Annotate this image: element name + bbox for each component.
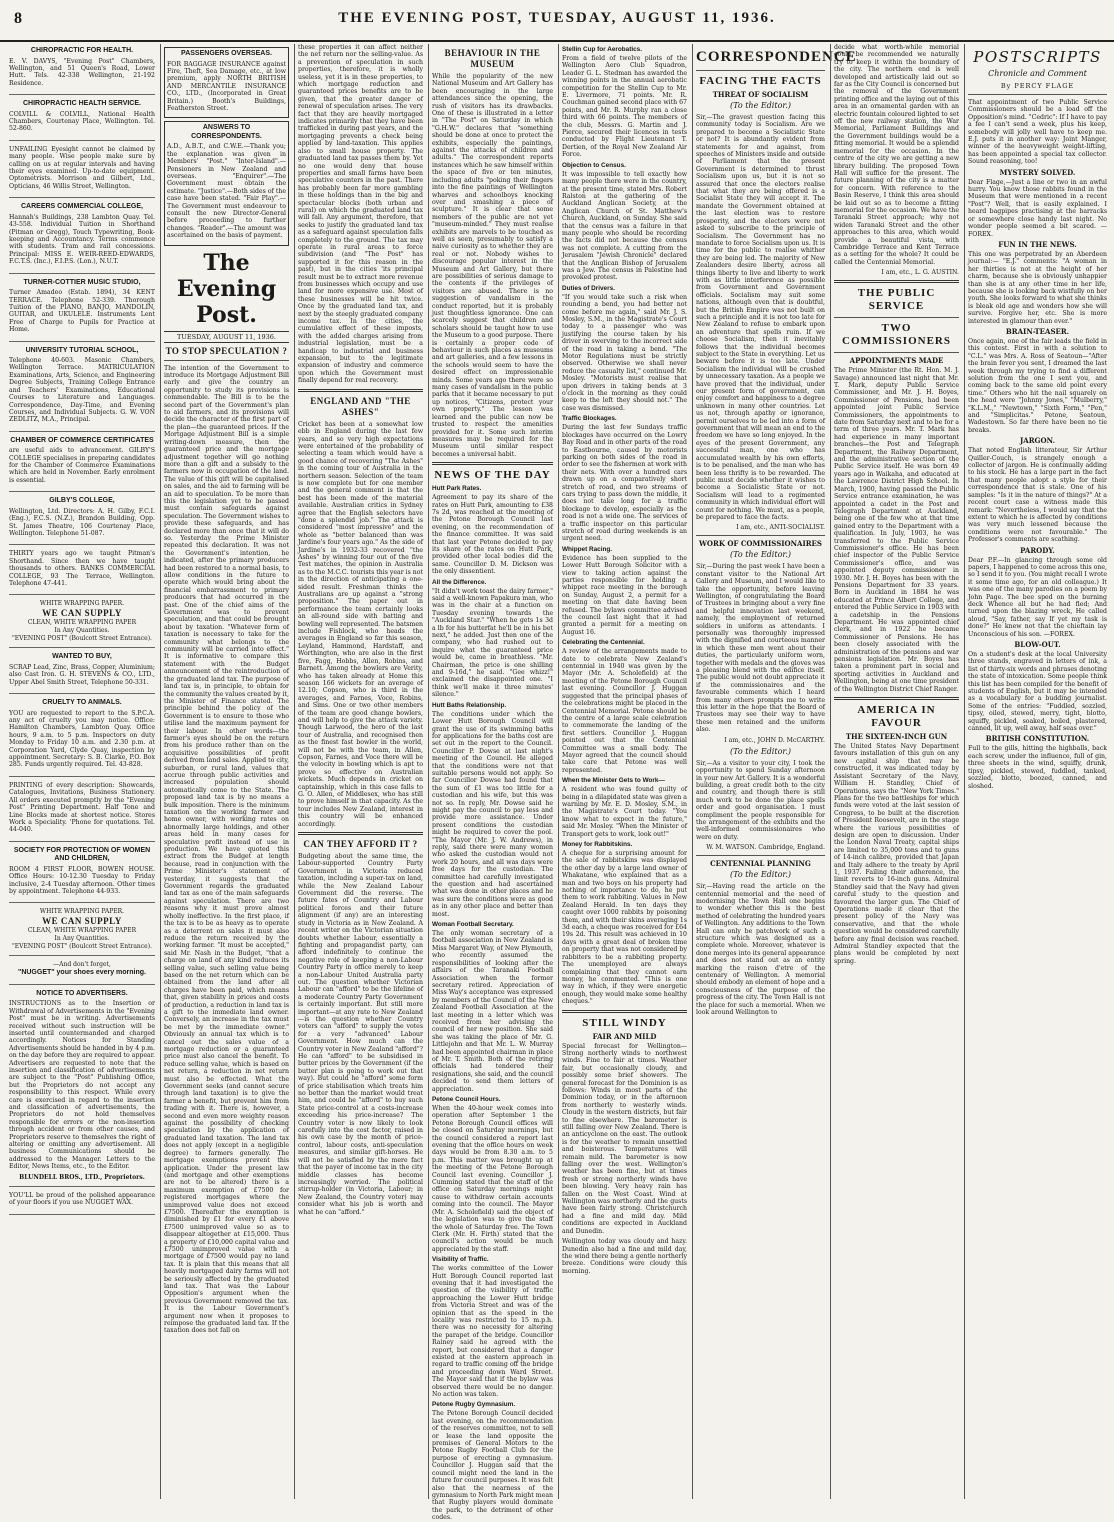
ad-title: CHIROPRACTIC HEALTH SERVICE. <box>23 100 141 108</box>
ad-tutorial-school <box>9 344 155 432</box>
editorial-date: TUESDAY, AUGUST 11, 1936. <box>164 331 289 343</box>
divider <box>834 280 959 283</box>
ad-wanted-to-buy <box>9 650 155 694</box>
divider <box>968 94 1107 95</box>
section-body: Full to the gills, hitting the highballs, back each screw, under the influence, full of gin, three sheets in the wind, squiffy, drunk, tipsy, pickled, stewed, fuddled, tanked, sozzled, blotto, boozed, canned, and sloshed. <box>968 745 1107 790</box>
headline-news-of-the-day: NEWS OF THE DAY <box>434 469 551 482</box>
news-item-heading: Objection to Census. <box>562 161 626 169</box>
subheadline-fair-mild: FAIR AND MILD <box>592 1031 657 1041</box>
news-item-body: The Petone Borough Council decided last evening, on the recommendation of the reserves committee, not to sell or lease the land opposite the premises of General Motors to the Petone Rugby Football Club for the purpose of erecting a gymnasium. Councillor J. Huggan said that the council might need the land in the future for council purposes. It was felt also that the nearness of the gymnasium to North Park might mean that Rugby players would dominate the park, to the detriment of other codes. <box>432 1410 553 1522</box>
article-body: Cricket has been at a somewhat low ebb in England during the last few years, and so very high expectations were entertained of the probability of selecting a team which would have a good chance of recovering "The Ashes" in the coming tour of Australia in the northern season. Selection of the team is now complete but for one member and the general comment is that the best has been made of the material available. Australian critics in Sydney agree that the English selectors have "done a splendid job." The attack is considered "most impressive" and the whole as "better balanced than was Jardine's four years ago." As the side of Jardine's in 1932-33 recovered "the Ashes" by winning four out of the five Test matches, the opinion in Australia as to the M.C.C. tourists this year is not in the direction of anticipating a one-sided result. Freshman thinks the Australians are up against a "strong proposition." The paper out in performance the team certainly looks an all-round side with batting and bowling well represented. The batsmen include Fishlock, who heads the averages in England so far this season, Leyland, Hammond, Hardstaff, and Worthington, who are also in the first five, Fagg, Hobbs, Allen, Robins, and Barnett. Among the bowlers are Verity, who has taken already at Home this season 166 wickets for an average of 12.10; Copson, who is third in the averages, and Farnes, Voce, Robins, and Sims. One or two other members of the team are good change bowlers, and will help to give the attack variety. Though Larwood, the hero of the last tour of Australia, and recognised then as the finest fast bowler in the world, will not be with the team, in Allen, Copson, Farnes, and Voce there will be the velocity in bowling which is apt to prove so effective on Australian wickets. Much depends in cricket on captainship, which in this case falls to G. O. Allen, of Middlesex, who has still to prove himself in that capacity. As the tour includes New Zealand, interest in this country will be enhanced accordingly. <box>298 420 423 828</box>
ad-chiropractic-health <box>9 44 155 95</box>
column-7-public-service <box>830 44 962 1499</box>
ad-title: SOCIETY FOR PROTECTION OF WOMEN AND CHILDREN, <box>13 846 151 863</box>
ad-printing <box>9 779 155 842</box>
subheadline-threat-socialism: THREAT OF SOCIALISM <box>712 90 809 99</box>
divider <box>834 352 959 353</box>
letter-signature: I am, etc., ANTI-SOCIALIST. <box>736 524 825 532</box>
headline-still-windy: STILL WINDY <box>582 1016 667 1029</box>
column-4-news <box>428 44 556 1522</box>
ad-body: Telephone 40-603. Masonic Chambers, Wellington Terrace. MATRICULATION Examinations, Arts, Science, and Engineering Degree Subjects, Training College Entrance and Teachers' Examinations, Educational Courses to Literature and Languages. Correspondence, Day-Time, and Evening Courses, and Individual Subjects. G. W. VON ZEDLITZ, M.A., Principal. <box>9 357 155 424</box>
ad-body: Turner Amadeo (Estab. 1894), 34 KENT TERRACE. Telephone 52-339. Thorough Tuition of the PIANO, BANJO, MANDOLIN, GUITAR, and UKULELE. Instruments Lent Free of Charge to Pupils for Practice at Home. <box>9 289 155 334</box>
divider <box>834 697 959 700</box>
ad-line: —And don't forget, <box>53 961 111 969</box>
to-the-editor: (To the Editor.) <box>730 101 791 110</box>
ad-proprietors: BLUNDELL BROS., LTD., Proprietors. <box>19 1173 145 1181</box>
column-6-correspondence <box>692 44 857 1499</box>
ad-title: PASSENGERS OVERSEAS. <box>181 50 272 57</box>
ad-title: CAREERS COMMERCIAL COLLEGE, <box>21 203 143 211</box>
section-body: Once again, one of the fair leads the field in this contest. First in with a solution to "C.L." was Mrs. A. Ross of Seatoun—"After the brain fever you sent, I dreamed the last week through my trying to find a different solution from the one I sent you, and coming back to the same old point every time." Others who hit the nail squarely on the head were "Johnny Jones," "Mulberry," "K.L.M.," "Newtown," "Sixth Form," "Pen," and "Simplicitas." Petone, Seatoun, Wadestown. So far there have been no tie breaks. <box>968 337 1107 434</box>
ad-body: are useful aids to advancement. GILBY'S COLLEGE specialises in preparing candidates for the Chamber of Commerce Examinations which are held in November. Early enrolment is essential. <box>9 447 155 484</box>
ad-shorthand <box>9 547 155 595</box>
ad-title: GILBY'S COLLEGE, <box>49 497 115 505</box>
news-item-body: During the last few Sundays traffic blockages have occurred on the Lowry Bay Road and in other parts of the road to Eastbourne, caused by motorists parking on both sides of the road in order to see the fishermen at work with their nets. With over a hundred cars drawn up on a comparatively short stretch of road, and two streams of cars trying to pass down the middle, it does not take long for a traffic blockage to develop, especially as the road is not a wide one. The services of a traffic inspector on this particular stretch of road during weekends is an urgent need. <box>562 424 687 543</box>
ad-title: TURNER-COTTIER MUSIC STUDIO, <box>23 278 141 286</box>
weather-body: Special forecast for Wellington— Strong northerly winds to northwest winds. Fine to fair at times. Weather fair, but occasionally cloudy, and possibly some brief showers. The general forecast for the Dominion is as follows: Winds in most parts of the Dominion today, or in the afternoon from northerly to westerly winds. Cloudy in the western districts, but fair to fine elsewhere. The barometer is still falling over New Zealand. There is an anticyclone on the east. The outlook is for the weather to remain unsettled and boisterous. Temperatures will remain mild. The barometer is now falling over the west. Wellington's weather has been fine, but at times fresh or strong northerly winds have been blowing. Very heavy rain has fallen on the West Coast. Wind at Wellington was northerly and the gusts have been fairly strong. Christchurch had a fine and mild day. Mild conditions are expected in Auckland and Dunedin. <box>562 1042 687 1235</box>
section-heading: MYSTERY SOLVED. <box>999 167 1076 177</box>
editorial-body: The intention of the Government to introduce its Mortgage Adjustment Bill early and give the country an opportunity to study its provisions is commendable. The Bill is to be the second part of the Government's plan to aid farmers, and its provisions will decide the character of the first part of the plan—the guaranteed prices. If the Mortgage Adjustment Bill is a simple writing-down measure, then the guaranteed price and the mortgage adjustment together will go nothing more than a gift and a subsidy to the farmers now in occupation of the land. The value of this gift will be capitalised on sales, and the aid to farming will be an aid to speculation. To be more than this the legislation yet to be passed must contain safeguards against speculation. The Government wishes to provide these safeguards, and has declared more than once that it will do so. Yesterday the Prime Minister repeated this declaration. It was not the Government's intention, he indicated, after the primary producers had been restored to a normal basis, to allow conditions in the future to operate which would bring about the financial embarrassment to primary producers that had occurred in the past. One of the chief aims of the Government was to prevent speculation, and that could be brought about by taxation. "Whatever form of taxation is necessary to take for the community what belongs to the community will be carried into effect." It is informative to compare this statement with the Budget announcement of the reintroduction of the graduated land tax. The purpose of land tax is, in principle, to obtain for the community the values created by it, the Minister of Finance stated. The principle behind the policy of the Government is to ensure to those who utilise land the maximum payment for their labour. In other words—the farmer's eyes should be on the return from his produce rather than on the acquisitive possibilities of profit derived from land sales. Applied to city, suburban, or rural land, values that accrue through public activities and increased population should automatically come to the State. The proposed land tax is by no means a bulk imposition. There is the minimum taxation on the working farmer and home owner, with working rates on abnormally large holdings, and other areas held in many cases for speculative profit instead of use in production. We have quoted this extract from the Budget at length because, read in conjunction with the Prime Minister's statement of yesterday, it suggests that the Government regards the graduated land tax as one of the main safeguards against speculation. There are two reasons why it must prove almost wholly ineffective. In the first place, if the tax is to be as heavy as to operate as a deterrent on sales it must also reduce the return received by the working farmer. "It must be accepted," said Mr. Nash in the Budget, "that a charge on land of any kind reduces its selling value, such selling value being based on the net return which can be obtained from the land after all charges have been paid, which means that, given stability in prices and costs of production, a reduction in land tax is a gift to the immediate land owner. Conversely, an increase in the tax must be met by the immediate owner." Obviously an annual tax which is to cancel out the sales value of a mortgage reduction or a guaranteed price must also cancel the benefit. To reduce selling value, which is based on net return, a reduction in net return must also be effected. What the Government seeks (and cannot secure through land taxation) is to give the farmer a benefit, but prevent him from trading with it. There is, however, a second and even more weighty reason against the possibility of checking speculation by the application of graduated land taxation. The land tax does not apply (except in a negligible degree) to farmers generally. The mortgage exemptions prevent this application. Under the present law (and mortgage and other exemptions are not to be altered) there is a maximum exemption of £7500 for registered mortgages where the unimproved value does not exceed £7500. Thereafter the exemption is diminished by £1 for every £1 above £7500 unimproved value so as to disappear altogether at £15,000. Thus a property of £10,000 capital value and £7500 unimproved value with a mortgage of £7500 would pay no land tax. It is plain that this means that all heavily mortgaged dairy farms will not be seriously affected by the graduated land tax. That was the Labour Opposition's argument when the previous Government removed the tax. It is the Labour Government's argument now when it proposes to reimpose the graduated land tax. If the taxation does not fall on <box>164 364 289 1335</box>
news-item-heading: Celebrating the Centennial. <box>562 639 645 647</box>
ad-gilbys-college <box>9 494 155 545</box>
news-item-heading: Woman Football Secretary. <box>432 921 514 929</box>
divider <box>432 462 553 465</box>
letter-body: Sir,—The gravest question facing this community today is Socialism. Are we prepared to become a Socialistic State or not? It is abundantly evident from statements for and against, from speeches of Ministers inside and outside of Parliament that the present Government is determined to thrust Socialism upon us, but it is not so assured that once the electors realise that what they are being offered is a Socialist State they will accept it. The mandate the Government obtained at the last election was to restore prosperity, and the electors were not asked to subscribe to the principle of Socialism. The Government has no mandate to force Socialism upon us. It is time for the public to realise whither they are being led. The majority of New Zealanders desire liberty, across all things liberty to live and liberty to work with as little interference as possible from Government and Government officials. Socialism may suit some nations, although even that is doubtful, but the British Empire was not built on such a principle and it is not too late for New Zealand to refuse to embark upon an adventure that spells ruin. If we choose Socialism, then it inevitably follows that the individual becomes subject to the State in everything. Let us beware before it is too late. Under Socialism the individual will be crushed by unnecessary taxation. As a people we have proved that the individual, under our present form of government, can enjoy comfort and happiness to a degree unknown in many other countries. Let us not, through apathy or ignorance, permit ourselves to be led into a form of government that will mean an end to the freedom we have so long enjoyed. In the eyes of the present Government, any successful man, one who has accumulated wealth by his own efforts, is to be penalised, and the man who has been less thrifty is to be rewarded. The public must decide whether it wishes to become a Socialistic State or not. Socialism will lead to a regimented community in which individual effort will count for nothing. We must, as a people, be prepared to face the facts. <box>696 114 825 521</box>
to-the-editor: (To the Editor.) <box>730 746 791 756</box>
divider <box>298 389 423 392</box>
column-3-editorial-continued <box>294 44 426 1499</box>
news-item-heading: Hutt Park Rates. <box>432 485 482 493</box>
news-item-heading: Traffic Blockages. <box>562 415 617 423</box>
headline-can-they-afford: CAN THEY AFFORD IT ? <box>303 839 418 850</box>
divider <box>696 855 825 856</box>
ad-wrapping-paper-1 <box>9 597 155 648</box>
ad-title: CHAMBER OF COMMERCE CERTIFICATES <box>10 436 154 444</box>
ad-line: In Any Quantities. <box>54 627 110 635</box>
news-item-heading: Visibility of Traffic. <box>432 1256 489 1264</box>
headline-england-ashes: ENGLAND AND "THE ASHES" <box>310 395 411 417</box>
ad-title: NOTICE TO ADVERTISERS. <box>36 989 128 997</box>
ad-body: INSTRUCTIONS as to the Insertion or Withdrawal of Advertisements in the "Evening Post" must be in writing. Advertisements received without such instruction will be inserted until countermanded and charged accordingly. Notices for Standing Advertisements should be handed in by 4 p.m. on the day before they are required to appear. Advertisers are requested to note that the insertion and classification of advertisements are subject to the "Post" Publishing Office, but the Proprietors do not accept any responsibility to this respect. While every care is exercised in regard to the insertion and classification of advertisements, the Proprietors do not hold themselves responsible for errors or the non-insertion through accident or from other causes, and Proprietors reserve to themselves the right of altering or omitting any advertisement. All business Communications should be addressed to the Manager. Letters to the Editor, News Items, etc., to the Editor. <box>9 1000 155 1171</box>
editorial-continuation: these properties it can affect neither the net return nor the selling-value. As a prevention of speculation in such properties, therefore, it is wholly useless, yet it is in these properties, to which mortgage reduction and guaranteed prices benefits are to be given, that the greater danger of renewal of speculation arises. The very fact that they are heavily mortgaged indicates primarily that they have been trafficked in during past years, and the mortgaging prevents a check being applied by land-taxation. This applies also to small house property. The graduated land tax passes them by. Yet no one would deny that house properties and small farms have been speculative counters in the past. There has probably been far more gambling in these holdings than in the big and spectacular blocks (both urban and rural) on which the graduated land tax will fall. Any argument, therefore, that seeks to justify the graduated land tax as a safeguard against speculation falls completely to the ground. The tax may operate in rural areas to force subdivision (and "The Post" has supported it for this reason in the past), but in the cities 'its principal result must be to extract more revenue from businesses which occupy and use land for more expensive use. Most of these businesses will be hit twice. Once by the graduated land tax, and next by the steeply graduated company income tax. In the cities, the cumulative effect of these imposts, with the added charges arising from industrial legislation, must be a handicap to industrial and business expansion, but to the legitimate expansion of industry and commerce upon which the Government must finally depend for real recovery. <box>298 44 423 385</box>
news-item-body: From a field of twelve pilots of the Wellington Aero Club Squadron, Leader G. L. Stedman has awarded the winning points in the annual aerobatic competition for the Stellin Cup to Mr. E. Livermore, 71 points. Mr. R. Couchman gained second place with 67 points, and Mr. R. Murphy ran a close third with 66 points. The members of the club, Messrs. G. Martin and J. Pierce, secured their licences in tests conducted by Flight Lieutenant T. Dertien, of the Royal New Zealand Air Force. <box>562 55 687 159</box>
ad-chiropractic-service <box>9 97 155 141</box>
ad-headline: WE CAN SUPPLY <box>42 608 122 619</box>
ad-line: "EVENING POST" (Boulcott Street Entrance). <box>12 635 152 643</box>
ad-title: UNIVERSITY TUTORIAL SCHOOL, <box>25 346 139 354</box>
headline-public-service: THE PUBLIC SERVICE <box>857 287 936 313</box>
ad-body: SCRAP Lead, Zinc, Brass, Copper, Aluminium; also Cast Iron. G. H. STEVENS & CO., LTD., Upper Abel Smith Street, Telephone 50-331. <box>9 663 155 686</box>
news-item-heading: Petone Council Hours. <box>432 1096 501 1103</box>
column-2-editorial <box>160 44 292 1499</box>
ad-line: "NUGGET" your shoes every morning. <box>18 969 146 977</box>
ad-body: FOR BAGGAGE INSURANCE against Fire, Theft, Sea Damage, etc., at low premium, apply NORTH BRITISH AND MERCANTILE INSURANCE CO., LTD., (Incorporated in Great Britain.) Booth's Buildings, Featherston Street. <box>167 60 286 112</box>
news-item-body: Agreement to pay its share of the rates on Hutt Park, amounting to £38 7s 2d, was reached at the meeting of the Petone Borough Council last evening, on the recommendation of the finance committee. It was said that last year Petone decided to pay its share of the rates on Hutt Park, provided other local bodies did the same. Councillor D. M. Dickson was the only dissentient. <box>432 494 553 576</box>
ad-body: UNFAILING Eyesight cannot be claimed by many people. Wise people make sure by calling on us at regular intervals and having their eyes examined. Up-to-date equipment. Optometrists. Morrison and Gilbert, Ltd., Opticians, 46 Willis Street, Wellington. <box>9 145 155 190</box>
ad-body: E. V. DAVYS, "Evening Post" Chambers, Wellington, and 51 Queen's Road, Lower Hutt. Tels. 42-338 Wellington, 21-192 Residence. <box>9 57 155 87</box>
article-body: Budgeting about the same time, the Labour-supported Country Party Government in Victoria reduced taxation, including a super-tax on land, while the New Zealand Labour Government did the reverse. The future fates of Country and Labour political forces and their future alignment (if any) are an interesting study in Victoria as in New Zealand. A recent writer on the Victorian situation doubts whether Labour, essentially a fighting and propagandist party, can afford indefinitely to continue the negative role of keeping a non-Labour Country Party in office merely to keep a non-Labour United Australia party out. The question whether Victorian Labour can "afford" to be the lifeline of a moderate Country Party Government is certainly important. But still more important—at any rate to New Zealand—is the question whether Country voters can "afford" to supply the votes for a very "advanced" Labour Government. How much can the Country voter in New Zealand "afford"? He can "afford" to be subsidised in butter prices by the Government (if the butter plan is going to work out that way). But could he "afford" some form of price stabilisation which treats him no better than the market would treat him, and could he "afford" to buy such State price-control at a costs-increase exceeding his price-increase? The Country voter is now likely to look carefully into the cost factor, raised in his own case by the month of price-control, labour costs, anti-speculation measures, and similar gift-horses. He will not be satisfied by the mere fact that the payer of income tax in the city middle classes has become increasingly worried. The political stirrup-holder (in Victoria, Labour; in New Zealand, the Country voter) may consider what his job is worth and what he can "afford." <box>298 853 423 1216</box>
letter-continuation: decide what worth-while memorial could be recommended we naturally try to keep it within the boundary of the city. The northern end is well developed and artistically laid out so far as the City Council is concerned but the removal of the Government printing office and the laying out of this area in an ornamental garden with an electric fountain coloured lighted to set off the new railway station, the War Memorial, Parliament Buildings and the Government buildings would be a fitting memorial. It would be a splendid memorial for the occasion. In the centre of the city we are getting a new library building. The proposed Town Hall will suffice for the present. The future planning of the city is a matter for concern. With reference to the Basin Reserve, I think this area should be laid out so as to become a fitting memorial for the occasion. We have the Taranaki Street approach; why not widen Taranaki Street and the other approaches to this area, which would provide a beautiful vista, with Cambridge Terrace and Kent Terrace as a setting for the whole? It could be called the Centennial Memorial. <box>834 44 959 266</box>
ad-passengers-overseas <box>164 47 289 118</box>
ad-line: CLEAN, WHITE WRAPPING PAPER <box>27 927 137 935</box>
subheadline-centennial-planning: CENTENNIAL PLANNING <box>710 859 811 869</box>
section-body: A.D., A.B.T., and C.W.E.—Thank you; the explanation was given in Members' "Post." "Inter-Island".—Pensioners in New Zealand and overseas. "Enquirer".—The Government must obtain the estimate. "Justice".—Both sides of the case have been stated. "Fair Play".—The Government must endeavour to consult the new Director-General before proceeding to further changes. "Reader".—The amount was ascertained on the basis of payment. <box>167 143 286 240</box>
section-heading: BRITISH CONSTITUTION. <box>985 734 1090 744</box>
ad-headline: WE CAN SUPPLY <box>42 916 122 927</box>
news-item-body: Evidence has been supplied to the Lower Hutt Borough Solicitor with a view to taking action against the parties responsible for holding a whippet race meeting in the borough on Sunday, August 2, a permit for a meeting on that date having been refused. The bylaws committee advised the council last night that it had granted a permit for a meeting on August 16. <box>562 554 687 636</box>
article-body: The United States Navy Department favours installation of this gun on any new capital ship that may be constructed, it was indicated today by Assistant Secretary of the Navy, William H. Standley, Chief of Operations, says the "New York Times." Plans for the two battleships for which funds were voted at the last session of Congress, to be built at the discretion of President Roosevelt, are in the stage where the various possibilities of design are open to discussion. Under the London Naval Treaty, capital ships are limited to 35,000 tons and to guns of 14-inch calibre, provided that Japan and Italy adhere to the treaty by April 1, 1937. Failing their adherence, the limit reverts to 16-inch guns. Admiral Standley said that the Navy had given careful study to the question and favoured the larger gun. The Chief of Operations made it clear that the present policy of the Navy was conservative, and that the whole question would be considered carefully before any final decision was reached. Admiral Standley expected that the plans would be completed by next spring. <box>834 743 959 965</box>
page-number: 8 <box>14 10 22 27</box>
section-heading: BRAIN-TEASER. <box>1005 326 1070 336</box>
headline-facing-facts: FACING THE FACTS <box>699 75 822 87</box>
ad-careers-college <box>9 200 155 273</box>
section-heading: PARODY. <box>1020 545 1055 555</box>
section-heading: FUN IN THE NEWS. <box>998 239 1077 249</box>
news-item-heading: When the Minister Gets to Work— <box>562 777 665 785</box>
ad-title: WANTED TO BUY, <box>52 653 112 661</box>
news-item-body: The works committee of the Lower Hutt Borough Council reported last evening that it had investigated the question of the visibility of traffic approaching the Lower Hutt bridge from Victoria Street and was of the opinion that as the speed in the locality was restricted to 15 m.p.h. there was no necessity for altering the parapet of the bridge. Councillor Rainey said he agreed with the report, but considered that a danger existed at the eastern approach in regard to traffic coming off the bridge and proceeding down Ward Street. The Mayor said that if the bylaw was observed there would be no danger. No action was taken. <box>432 1265 553 1399</box>
column-8-postscripts <box>964 44 1110 1499</box>
ad-body: YOU'LL be proud of the polished appearance of your floors if you use NUGGET WAX. <box>9 1191 155 1207</box>
section-body: Dear P.F.—In glancing through some old papers, I happened to come across this one, so I send it to you. (You might recall I wrote it some time ago, for an old colleague.) It was one of the many parodies on a poem by John Page. The bee sped on the burning deck Whence all but he had fled; And turned upon the blazing wreck, He called aloud, "Say, father, say If yet my task is done?" He knew not that the chieftain lay Unconscious of his son. —FOREX. <box>968 556 1107 638</box>
divider <box>298 832 423 835</box>
subheadline-commissionaires: WORK OF COMMISSIONAIRES <box>699 539 822 549</box>
to-the-editor: (To the Editor.) <box>730 870 791 880</box>
answers-to-correspondents <box>164 121 289 245</box>
section-title: ANSWERS TO CORRESPONDENTS. <box>191 124 262 140</box>
column-5-news <box>558 44 690 1499</box>
news-item-heading: Petone Rugby Gymnasium. <box>432 1401 516 1409</box>
ad-notice-advertisers <box>9 987 155 1187</box>
ad-title: CRUELTY TO ANIMALS. <box>42 699 122 707</box>
section-body: Dear Flage,—Just a line or two in an awful hurry. You know those rabbits found in the Museum that were mentioned in a recent "Post"? Well, that is easily explained. I heard bagpipes practising at the barracks or somewhere close handy last night. No wonder people seemed a bit scared. —FOREX. <box>968 178 1107 238</box>
ad-body: COLVILL & COLVILL, National Health Chambers, Courtenay Place, Wellington. Tel. 52-860. <box>9 110 155 133</box>
ad-title: WHITE WRAPPING PAPER. <box>39 908 125 916</box>
news-item-body: The conditions under which the Lower Hutt Borough Council will grant the use of its swimming baths for applications for the baths cost are set out in the report to the Council. Councillor P. Dowse at last night's meeting of the Council. He alleged that the conditions were not that suitable persons would not apply. So far Councillor Dowse had found that the sum of £1 was too little for a custodian and his wife, but this was not so. In reply, Mr. Dowse said he might pay the council to pay less and provide more assistance. Under present conditions the custodian might be required to cover the pool. "The Mayor (Mr. J. W. Andrews), in reply, said there were many women who asked the custodian would not work 20 hours, and all was days were free days for the custodian. The committee had carefully investigated the question and had ascertained what was done in other places and he was sure the conditions were as good as in any other place and better than most. <box>432 710 553 918</box>
ad-nugget-wax <box>9 1189 155 1215</box>
section-body: That noted English litterateur, Sir Arthur Quiller-Couch, is strangely enough a collector of jargon. He is continually adding to his stock. He has a large part in the fact that many people adopt a style for their correspondence that is stale. One of his samples: "Is it in the nature of things?" At a recent court case a witness made this remark: "Nevertheless, I would say that the extent to which he is affected by conditions was very much lessened because the conditions were not favourable." The Professor's comments are scathing. <box>968 447 1107 544</box>
column-intro: That appointment of two Public Service Commissioners should be a load off the Opposition's mind. "Cedric": If I have to pay a fee I can't send a week, plus his keep, somebody will jolly well have to keep me. E.J. puts it in another way: Joint Manger, winner of the heavyweight weight-lifting, has been appointed a special tax collector. Sound reasoning, too! <box>968 99 1107 166</box>
article-body: The Prime Minister (the Rt. Hon. M. J. Savage) announced last night that Mr. T. Mark, deputy Public Service Commissioner, and Mr. J. H. Boyes, Commissioner of Pensions, had been appointed joint Public Service Commissioners, the appointments to date from Saturday next and to be for a term of three years. Mr. T. Mark has had experience in many important branches—the Post and Telegraph Department, the Railway Department, and the administrative section of the Public Service itself. He was born 49 years ago in Waikaha, and educated at the Lawrence District High School. In March, 1900, having passed the Public Service entrance examination, he was appointed a cadet in the Post and Telegraph Department at Auckland, being one of the few who at that time gained entry to the Department with a qualification. In July, 1903, he was transferred to the Public Service Commissioner's office. He has been chief inspector of the Public Service Commissioner's office, and was appointed deputy commissioner in 1930. Mr. J. H. Boyes has been with the Pensions Department for 33 years. Born in Auckland in 1884 he was educated at Prince Albert College, and entered the Public Service in 1903 with a cadetship in the Pensions Department. He was appointed chief clerk, and in 1922 he became Commissioner of Pensions. He has been closely associated with the administration of the pensions and war pensions legislation. Mr. Boyes has taken a prominent part in social and sporting activities in Auckland and Wellington, being at one time president of the Wellington District Chief Ranger. <box>834 367 959 693</box>
news-item-body: "It didn't work toast the dairy farmer," said a well-known Papakura man, who was in the chair at a function on Tuesday evening towards the "Auckland Star." "When he gets 1s 3d a lb for his butterfat he'll be in his bet next," he added. Just then one of the company, who had rushed out to inquire what the guaranteed price would be, came in breathless. "Mr. Chairman, the price is one shilling and 9-16d," he said. "Gee whizz!" exclaimed the disappointed one. "I think we'll make it three minutes' silence." <box>432 587 553 699</box>
ad-body: PRINTING of every description: Showcards, Catalogues, Invitations, Business Stationery. All orders executed promptly by the "Evening Post" Printing Department. Half Tone and Line Blocks made at shortest notice. Stores Work a Speciality. 'Phone for quotations. Tel. 44-040. <box>9 781 155 834</box>
divider <box>834 317 959 318</box>
subheadline-two-commissioners: TWO COMMISSIONERS <box>842 322 951 348</box>
ad-body: Wellington, Ltd. Directors: A. H. Gilby, F.C.I. (Eng.), F.C.S. (N.Z.), Brandon Building, Opp. St. James Theatre, 106 Courtenay Place, Wellington. Telephone 51-087. <box>9 507 155 537</box>
headline-behaviour-museum: BEHAVIOUR IN THE MUSEUM <box>444 48 541 69</box>
headline-postscripts: POSTSCRIPTS <box>973 48 1102 66</box>
divider <box>696 70 825 71</box>
article-body: While the popularity of the new National Museum and Art Gallery has been encouraging in the large attendances since the opening, the rush of visitors has its drawbacks. One of these is illustrated in a letter in "The Post" on Saturday in which "G.H.W." declares that "something should be done at once to protect the exhibits, especially the paintings, against the attacks of children and adults." The correspondent reports instances which he saw himself within the space of five or ten minutes, including adults "poking their fingers into the fine paintings of Wellington wharves and schoolboys knocking over and smashing a piece of sculpture." It is clear that some members of the public are not yet "museum-minded." They must realise exhibits are marvels to be touched as well as seen, presumably to satisfy a naive curiosity as to whether they are real or not. Nobody wishes to discourage popular interest in the Museum and Art Gallery, but there are possibilities of serious damage to the contents if the privileges of visitors are abused. There is no suggestion of vandalism in the conduct reported, but it is probably just thoughtless ignorance. One can scarcely suggest that children and scholars should be taught how to use the Museum to a good purpose. There is certainly a proper code of behaviour in such places as museums and art galleries, and a few lessons in the schools would seem to have the desired effect on impressionable minds. Some years ago there were so many cases of vandalism in the public parks that it became necessary to put up notices, "Citizens, protect your own property." The lesson was learned and the public can now be trusted to respect the amenities provided for it. Some such interim measures may be required for the Museum until similar respect becomes a universal habit. <box>432 73 553 458</box>
weather-tail: Wellington today was cloudy and hazy. Dunedin also had a fine and mild day, the wind there being a gentle northerly breeze. Conditions were cloudy this morning. <box>562 1238 687 1275</box>
ad-body: Hannah's Buildings, 238 Lambton Quay. Tel. 43-558. Individual Tuition in Shorthand (Pitman or Gregg), Touch Typewriting, Book-keeping and Accountancy. Terms commence with students. Tram and rail concessions. Principal: MISS E. WEIR-REED-EDWARDS, F.C.T.S. (Inc.), F.I.P.S. (Lon.), N.U.T. <box>9 213 155 266</box>
letter-signature: I am, etc., L. G. AUSTIN. <box>881 269 959 277</box>
column-1-advertisements <box>6 44 158 1499</box>
masthead <box>0 4 1114 42</box>
section-body: This one was perpetrated by an Aberdeen journal:— "E.J." comments: "A woman in her thirties is not at the height of her charm, because she is obviously unhappier than she is at any other time in her life, because she is looking back wistfully on her youth. She looks forward to what she thinks is bleak old age and wonders how she will survive. Forgive her, etc. She is more interested in glamour than ever." <box>968 250 1107 325</box>
ad-chamber-commerce <box>9 434 155 493</box>
ad-nugget-shoes <box>9 958 155 985</box>
news-item-body: A resident who was found guilty of being in a dilapidated state was given a warning by Mr. E. D. Mosley, S.M., in the Magistrate's Court today. "You know what to expect in the future," said Mr. Mosley. "When the Minister of Transport gets to work, look out!" <box>562 786 687 838</box>
news-item-heading: All the Difference. <box>432 578 487 586</box>
divider <box>562 1010 687 1013</box>
divider <box>696 535 825 536</box>
subheadline-chronicle: Chronicle and Comment <box>988 69 1087 78</box>
letter-body: Sir,—During the past week I have been a constant visitor to the National Art Gallery and Museum, and I would like to take the opportunity, before leaving Wellington, of congratulating the Board of Trustees in bringing about a very fine and helpful innovation last weekend, namely, the employment of returned soldiers in uniform as attendants. I personally was thoroughly impressed with the dignified and courteous manner in which these men went about their duties, the particularly uniform worn, together with medals and the gloves was a pleasing blend with the edifice itself. The public would not doubt appreciate it if the commissionaires and the favourable comments which I heard from many others prompts me to write this letter in the hope that the Board of Trustees may see their way to have these men retained and the uniform also. <box>696 563 825 734</box>
ad-line: "EVENING POST" (Boulcott Street Entrance). <box>12 943 152 951</box>
news-item-heading: Hutt Baths Relationship. <box>432 701 507 709</box>
section-heading: BLOW-OUT. <box>1014 640 1061 649</box>
editorial-headline: TO STOP SPECULATION ? <box>165 345 288 356</box>
headline-correspondence: CORRESPONDENCE <box>696 49 857 65</box>
news-item-body: "If you would take such a risk when rounding a bend, you had better not come before me again," said Mr. J. S. Mosley, S.M., in the Magistrate's Court today to a passenger who was justifying the course taken by his driver in swerving to the incorrect side of the road in taking a bend. "The Motor Regulations must be strictly observed. Otherwise we shall never reduce the casualty list," continued Mr. Mosley. "Motorists must realise that upon drivers in taking bends at 3 o'clock in the morning as they could keep to the left they should not." The case was dismissed. <box>562 293 687 412</box>
headline-america-in-favour: AMERICA IN FAVOUR <box>857 704 936 730</box>
to-the-editor: (To the Editor.) <box>730 550 791 560</box>
newspaper-nameplate: The Evening Post. <box>176 249 277 328</box>
byline: By PERCY FLAGE <box>1000 82 1075 90</box>
ad-wrapping-paper-2 <box>9 905 155 956</box>
news-item-heading: Stellin Cup for Aerobatics. <box>562 46 643 53</box>
news-item-heading: Duties of Drivers. <box>562 284 615 292</box>
news-item-body: When the 40-hour week comes into operation after September 1 the Petone Borough Council offices will be closed on Saturday mornings, but the council considered a report last evening that the office hours on week days would be from 8.30 a.m. to 5 p.m. This matter was brought up at the meeting of the Petone Borough Council last evening. Councillor J. Cumming stated that the staff of the office on Saturday mornings might cause to withdraw certain accounts coming into the council. The Mayor (Mr. A. Scholefield) said the object of the legislation was to give the staff the whole of Saturday free. The Town Clerk (Mr. H. Firth) stated that the council's action would be much appreciated by the staff. <box>432 1105 553 1253</box>
subheadline-appointments: APPOINTMENTS MADE <box>849 356 944 366</box>
news-item-body: A cheque for a surprising amount for the sale of rabbitskins was displayed the other day by a large land owner of Whakatane, who explained that as a man and two boys on his property had nothing of importance to do, he put them to work rabbiting. Values in New Zealand Herald. In ten days they caught over 1000 rabbits by poisoning them, and with their skins averaging 1s 3d each, a cheque was received for £64 19s 2d. This result was achieved in 10 days with a great deal of broken time on property that was not considered by rabbiters to be a rabbiting property. The unemployed are always complaining that they cannot earn money, he commented. "This is one way in which, if they were energetic enough, they would make some healthy cheques." <box>562 850 687 1006</box>
ad-body: YOU are requested to report to the S.P.C.A. any act of cruelty you may notice. Office: Hamilton Chambers, Lambton Quay. Office hours, 9 a.m. to 5 p.m. Inspectors on duty Monday to Friday 10 a.m. and 2.30 p.m. at Corporation Yard, Clyde Quay, inspection by appointment. Secretary: S. B. Clarke, P.O. Box 285. Funds urgently required. Tel. 43-828. <box>9 709 155 769</box>
letter-signature: W. M. WATSON. Cambridge, England. <box>706 844 825 852</box>
news-item-heading: Whippet Racing. <box>562 545 613 553</box>
news-item-body: The only woman secretary of a football association in New Zealand is Miss Margaret Way, of New Plymouth, who recently assumed the responsibilities of looking after the affairs of the Taranaki Football Association when the former secretary retired. Appreciation of Miss Way's acceptance was expressed by members of the Council of the New Zealand Football Association at the last meeting in a letter which was received from her advising the council of her new position. She said she was taking the place of Mr. G. Littlejohn and that Mr. L. W. Murray had been appointed chairman in place of Mr. T. Smith. Both of the retiring officials had tendered their resignations, she said, and the council decided to send them letters of appreciation. <box>432 930 553 1093</box>
ad-title: WHITE WRAPPING PAPER. <box>39 600 125 608</box>
ad-line: CLEAN, WHITE WRAPPING PAPER <box>27 619 137 627</box>
subheadline-sixteen-inch-gun: THE SIXTEEN-INCH GUN <box>845 732 948 742</box>
ad-music-studio <box>9 276 155 342</box>
ad-cruelty-animals <box>9 696 155 777</box>
ad-body: ROOM 4 FIRST FLOOR, BOWEN HOUSE. Office Hours: 10-12.30 Tuesday to Friday inclusive, 2-4 Tuesday afternoon. Other times by appointment. Telephone 44-933. <box>9 865 155 895</box>
letter-signature: I am, etc., JOHN D. McCARTHY. <box>724 736 825 744</box>
news-item-body: It was impossible to tell exactly how many people there were in the country, at the present time, stated Mrs. Robert Ralston at the gathering of the Auckland Anglican Society, at the Anglican Church of St. Matthew's Church, Auckland, on Sunday. She said that the census was a failure in that many people who should be recording the facts did not because the census was not complete. A cutting from the Jerusalem "Jewish Chronicle" declared that the Anglican Bishop of Jerusalem was a Jew. The census in Palestine had provoked protest. <box>562 170 687 282</box>
news-item-body: A review of the arrangements made to date to celebrate New Zealand's centennial in 1940 was given by the Mayor (Mr. A. Scholefield) at the meeting of the Petone Borough Council last evening. Councillor J. Huggan suggested that the principal phases of the celebrations might be placed in the Centennial Memorial. Petone should be the centre of a large scale celebration to commemorate the landing of the first settlers. Councillor J. Huggan pointed out that the Centennial Committee was a small body. The Mayor agreed that the council should take care that Petone was well represented. <box>562 648 687 774</box>
letter-body: Sir,—As a visitor to your city, I took the opportunity to spend Sunday afternoon in your new Art Gallery. It is a wonderful building, a great credit both to the city and country, and though there is still much work to be done the place spells order and good organisation. I must compliment the people responsible for the arrangement of the exhibits and the well-informed commissionaires who were on duty. <box>696 759 825 841</box>
ad-eyesight <box>9 143 155 198</box>
masthead-title: THE EVENING POST, TUESDAY, AUGUST 11, 1936. <box>338 10 776 26</box>
letter-body: Sir,—Having read the article on the centennial memorial and the need of modernising the Town Hall one begins to wonder whether this is the best method of celebrating the hundred years of Wellington. Any additions to the Town Hall can only be patchwork of such a structure which was designed as a complete whole. Moreover, whatever is done merges into its general appearance and does not stand out as an entity marking the raison d'etre of the centenary of Wellington. A memorial should embody an element of hope and a consciousness of the purpose of the progress of the city. The Town Hall is not the place for such a memorial. When we look around Wellington to <box>696 883 825 1017</box>
ad-body: THIRTY years ago we taught Pitman's Shorthand. Since then we have taught thousands to others. BANKS COMMERCIAL COLLEGE, 93 The Terrace, Wellington. Telephone 47-441. <box>9 550 155 587</box>
section-body: On a student's desk at the local University three stands, engraved in letters of ink, a list of thirty-six words and phrases denoting the state of intoxication. Some people think this list has been compiled for the benefit of students of English, but it may be intended as a vocabulary for a budding journalist. Some of the entries: "Fuddled, sozzled, tipsy, oiled, stewed, merry, tight, blotto, squiffy, pickled, soaked, boiled, plastered, canned, lit up, well away, half seas over." <box>968 651 1107 733</box>
divider <box>164 360 289 361</box>
ad-title: CHIROPRACTIC FOR HEALTH. <box>30 47 134 54</box>
news-item-heading: Money for Rabbitskins. <box>562 841 633 848</box>
section-heading: JARGON. <box>1019 436 1056 446</box>
ad-society-protection <box>9 844 155 904</box>
ad-line: In Any Quantities. <box>54 935 110 943</box>
